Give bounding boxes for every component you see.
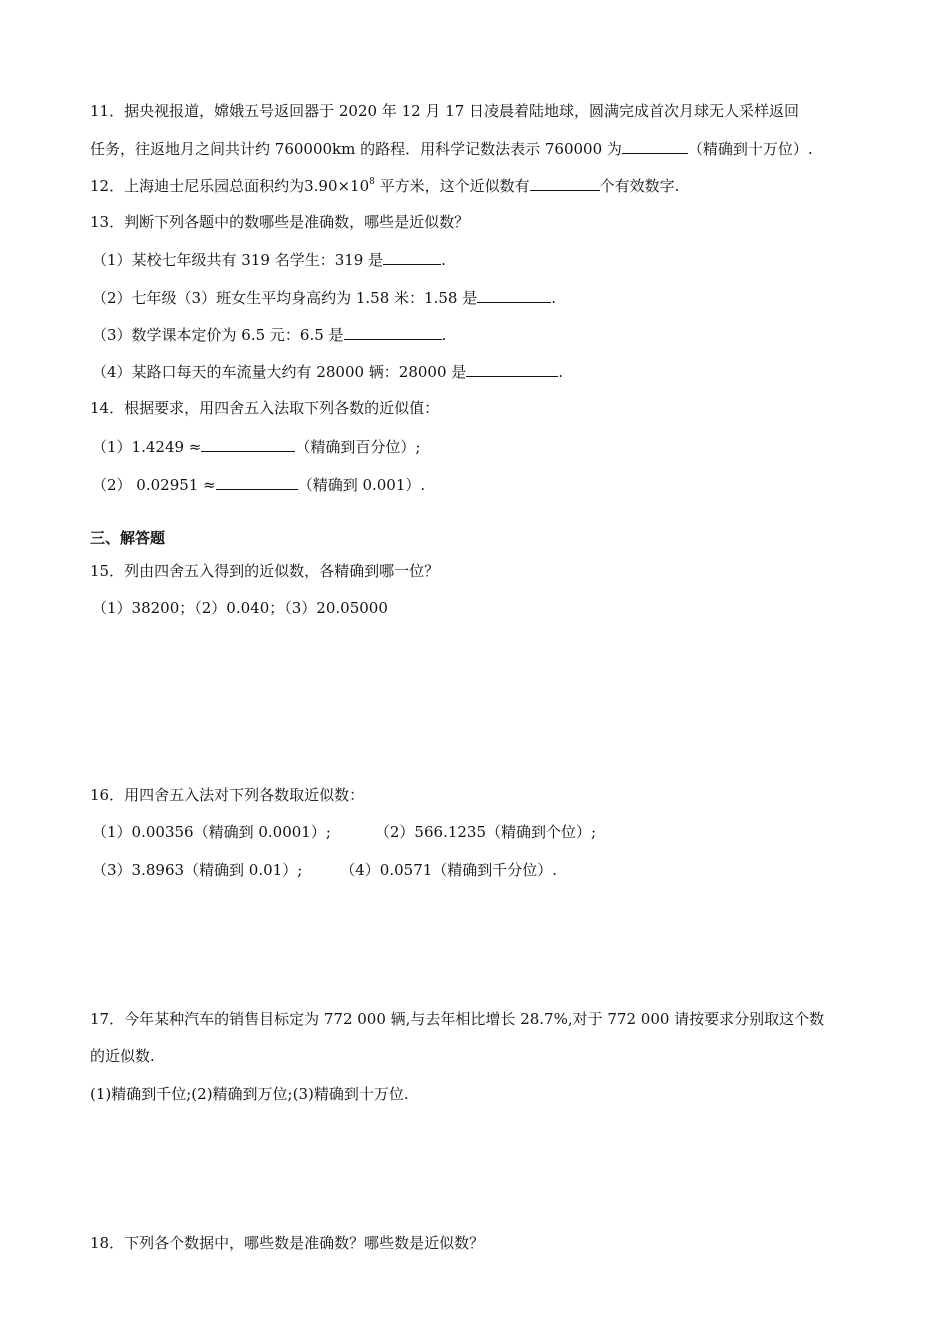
q13-item-2-blank[interactable] (477, 287, 551, 303)
q13-item-2-end: . (551, 289, 556, 307)
q13-item-2 (92, 287, 556, 308)
q12-text: 12．上海迪士尼乐园总面积约为 (90, 177, 305, 195)
q15-stem: 15．列由四舍五入得到的近似数，各精确到哪一位？ (90, 562, 440, 580)
q13-item-1-text: （1）某校七年级共有 319 名学生：319 是 (92, 251, 384, 269)
q14-item-1-text: （1）1.4249 ≈ (92, 438, 202, 456)
q14-stem: 14．根据要求，用四舍五入法取下列各数的近似值： (90, 399, 440, 417)
q13-stem: 13．判断下列各题中的数哪些是准确数，哪些是近似数？ (90, 213, 470, 231)
q18-stem: 18．下列各个数据中，哪些数是准确数？哪些数是近似数？ (90, 1234, 485, 1252)
q16-stem: 16．用四舍五入法对下列各数取近似数： (90, 786, 365, 804)
q16-item-3: （3）3.8963（精确到 0.01）; (92, 861, 303, 879)
q11-line-2 (90, 138, 813, 159)
q13-item-3-blank[interactable] (344, 324, 442, 340)
q16-row-1 (92, 822, 596, 842)
q13-item-3-text: （3）数学课本定价为 6.5 元：6.5 是 (92, 326, 344, 344)
q13-item-4-blank[interactable] (466, 361, 558, 377)
q11-note: （精确到十万位）. (687, 140, 813, 158)
q15-items: （1）38200；（2）0.040；（3）20.05000 (92, 599, 388, 617)
q13-item-3 (92, 324, 446, 345)
q16-item-1: （1）0.00356（精确到 0.0001）; (92, 823, 331, 841)
q13-item-4 (92, 361, 563, 382)
q12-value (304, 177, 375, 195)
q16-row-2 (92, 860, 557, 880)
q14-item-1 (92, 436, 420, 457)
q17-line-3: (1)精确到千位;(2)精确到万位;(3)精确到十万位. (90, 1085, 409, 1103)
q11-answer-blank[interactable] (622, 138, 688, 154)
q13-item-1 (92, 249, 446, 270)
q13-item-3-end: . (441, 326, 447, 344)
q14-item-2-note: （精确到 0.001）. (297, 476, 426, 494)
q14-item-2-text: （2） 0.02951 ≈ (92, 476, 216, 494)
q16-item-4: （4）0.0571（精确到千分位）. (340, 861, 558, 879)
q14-item-2 (92, 474, 425, 495)
q13-item-4-end: . (558, 363, 564, 381)
q11-text: 任务，往返地月之间共计约 760000km 的路程．用科学记数法表示 760000 为 (90, 140, 622, 158)
q13-item-4-text: （4）某路口每天的车流量大约有 28000 辆：28000 是 (92, 363, 467, 381)
q12-text-end: 个有效数字. (599, 177, 680, 195)
q14-item-2-blank[interactable] (216, 474, 298, 490)
q14-item-1-note: （精确到百分位）; (295, 438, 421, 456)
q13-item-2-text: （2）七年级（3）班女生平均身高约为 1.58 米：1.58 是 (92, 289, 478, 307)
q16-item-2: （2）566.1235（精确到个位）; (374, 823, 597, 841)
q14-item-1-blank[interactable] (201, 436, 295, 452)
q13-item-1-end: . (441, 251, 446, 269)
q17-line-2: 的近似数. (90, 1047, 155, 1065)
q12-exponent: 8 (369, 177, 375, 187)
q12-text-mid: 平方米，这个近似数有 (374, 177, 530, 195)
section-heading: 三、解答题 (90, 529, 166, 547)
q13-item-1-blank[interactable] (383, 249, 441, 265)
q12-base: 3.90×10 (304, 177, 370, 195)
q12-line (90, 175, 679, 196)
q12-answer-blank[interactable] (530, 175, 600, 191)
q17-line-1: 17．今年某种汽车的销售目标定为 772 000 辆,与去年相比增长 28.7%,对于 772 000 请按要求分别取这个数 (90, 1010, 825, 1028)
q11-line-1: 11．据央视报道，嫦娥五号返回器于 2020 年 12 月 17 日凌晨着陆地球，圆满完成首次月球无人采样返回 (90, 102, 800, 120)
